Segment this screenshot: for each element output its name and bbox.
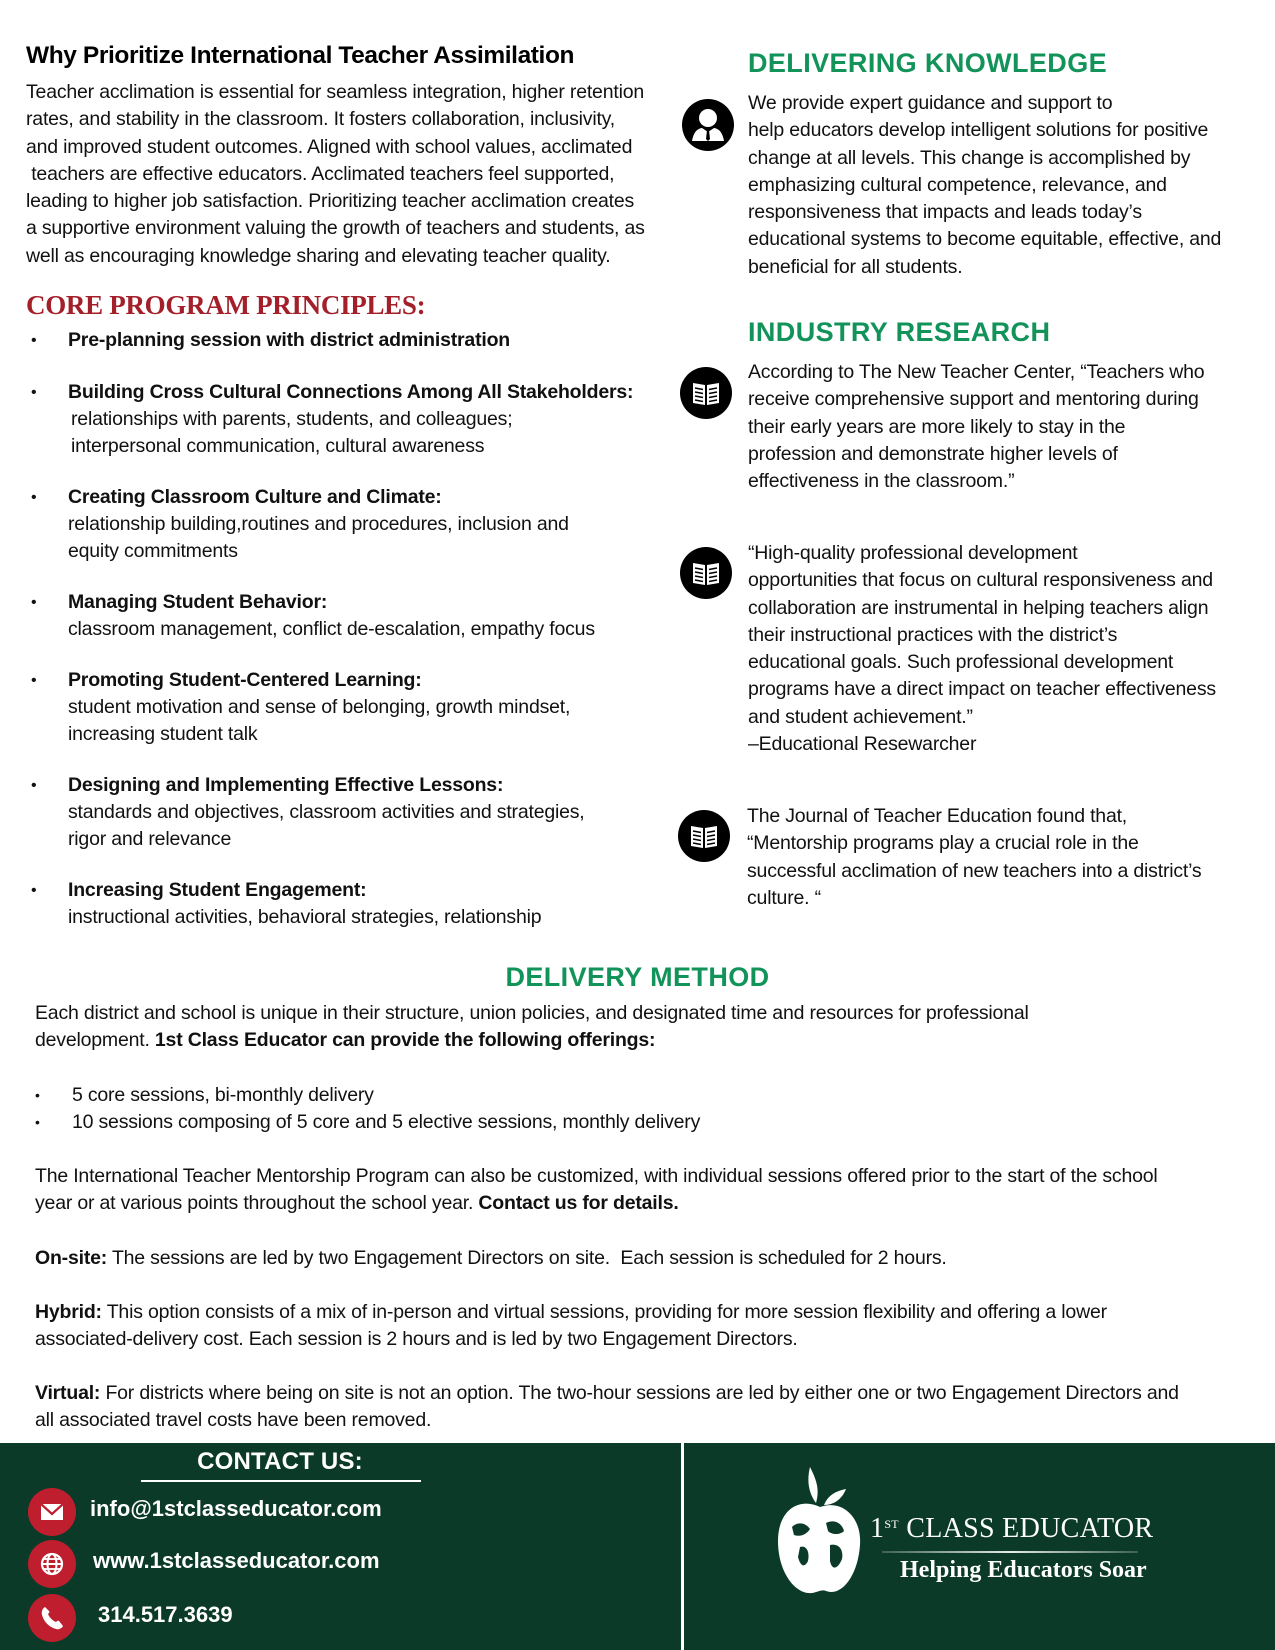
- quote-line: programs have a direct impact on teacher effectiveness: [748, 678, 1216, 701]
- bullet-icon: •: [31, 882, 37, 899]
- quote-line: and student achievement.”: [748, 705, 973, 728]
- core-item-title: Creating Classroom Culture and Climate:: [68, 486, 442, 508]
- quote-attribution: –Educational Resewarcher: [748, 733, 977, 756]
- delivering-line: educational systems to become equitable, effective, and: [748, 228, 1222, 251]
- core-desc-line: interpersonal communication, cultural awareness: [71, 435, 485, 458]
- bullet-icon: •: [31, 332, 37, 349]
- quote-line: “Mentorship programs play a crucial role in the: [747, 832, 1139, 855]
- quote-line: According to The New Teacher Center, “Teachers who: [748, 361, 1205, 383]
- contact-underline: [141, 1480, 421, 1482]
- delivery-intro-bold: 1st Class Educator can provide the following offerings:: [154, 1029, 656, 1052]
- globe-icon: [28, 1540, 76, 1588]
- core-desc-line: instructional activities, behavioral strategies, relationship: [68, 906, 542, 928]
- delivering-paragraph: [748, 90, 1258, 281]
- onsite-label: On-site:: [35, 1247, 108, 1269]
- delivery-method-heading: DELIVERY METHOD: [505, 962, 770, 992]
- logo-wordmark-sup: ST: [884, 1517, 899, 1531]
- open-book-icon: [680, 367, 732, 419]
- core-item-desc: [68, 694, 658, 749]
- offering-item: [35, 1109, 1260, 1136]
- contact-email[interactable]: info@1stclasseducator.com: [90, 1496, 382, 1521]
- quote-line: “High-quality professional development: [748, 542, 1078, 564]
- open-book-icon: [678, 810, 730, 862]
- core-item-title: Promoting Student-Centered Learning:: [68, 669, 422, 691]
- logo-wordmark-text: CLASS EDUCATOR: [898, 1513, 1154, 1544]
- bullet-icon: •: [35, 1087, 40, 1103]
- footer-divider: [681, 1443, 684, 1650]
- contact-details-cta: Contact us for details.: [478, 1192, 679, 1215]
- core-item-desc: [68, 904, 658, 931]
- why-heading: Why Prioritize International Teacher Assimilation: [26, 42, 575, 69]
- offering-text: 10 sessions composing of 5 core and 5 elective sessions, monthly delivery: [72, 1111, 701, 1133]
- hybrid-line: [35, 1299, 1260, 1326]
- virtual-label: Virtual:: [35, 1382, 101, 1404]
- core-desc-line: equity commitments: [68, 540, 238, 563]
- virtual-line: all associated travel costs have been removed.: [35, 1409, 432, 1432]
- quote-line: successful acclimation of new teachers into a district’s: [747, 859, 1202, 882]
- offering-text: 5 core sessions, bi-monthly delivery: [72, 1084, 374, 1106]
- delivering-knowledge-heading: DELIVERING KNOWLEDGE: [748, 48, 1108, 78]
- quote-line: collaboration are instrumental in helping teachers align: [748, 596, 1209, 619]
- delivering-line: emphasizing cultural competence, relevance, and: [748, 173, 1167, 196]
- hybrid-text: This option consists of a mix of in-person and virtual sessions, providing for more session flexibility and offering a lower: [101, 1301, 1107, 1323]
- why-line: well as encouraging knowledge sharing and elevating teacher quality.: [26, 244, 611, 267]
- industry-research-heading: INDUSTRY RESEARCH: [748, 317, 1051, 347]
- core-desc-line: classroom management, conflict de-escalation, empathy focus: [68, 618, 595, 640]
- delivering-line: help educators develop intelligent solutions for positive: [748, 119, 1209, 142]
- core-item-title: Building Cross Cultural Connections Among All Stakeholders:: [68, 381, 634, 403]
- quote-line: opportunities that focus on cultural responsiveness and: [748, 569, 1213, 592]
- bullet-icon: •: [31, 672, 37, 689]
- core-desc-line: standards and objectives, classroom activities and strategies,: [68, 801, 585, 823]
- core-item-title: Designing and Implementing Effective Lessons:: [68, 774, 504, 796]
- core-item-desc: [68, 511, 658, 566]
- virtual-paragraph: [35, 1380, 1260, 1435]
- delivery-intro-line: Each district and school is unique in their structure, union policies, and designated time and resources for professional: [35, 1002, 1029, 1024]
- why-line: teachers are effective educators. Acclimated teachers feel supported,: [26, 162, 615, 185]
- customization-line: The International Teacher Mentorship Program can also be customized, with individual sessions offered prior to the start of the school: [35, 1165, 1158, 1187]
- delivering-line: We provide expert guidance and support to: [748, 92, 1113, 114]
- hybrid-label: Hybrid:: [35, 1301, 102, 1323]
- core-desc-line: relationships with parents, students, and colleagues;: [71, 408, 513, 430]
- delivering-line: responsiveness that impacts and leads today’s: [748, 201, 1142, 224]
- bullet-icon: •: [35, 1114, 40, 1130]
- research-quote-1: [748, 359, 1258, 495]
- logo-wordmark: [870, 1513, 1153, 1545]
- research-quote-2: [748, 540, 1258, 758]
- customization-line: [35, 1190, 1260, 1217]
- core-desc-line: student motivation and sense of belonging, growth mindset,: [68, 696, 571, 718]
- delivering-line: change at all levels. This change is accomplished by: [748, 146, 1191, 169]
- open-book-icon: [680, 547, 732, 599]
- quote-line: receive comprehensive support and mentoring during: [748, 388, 1199, 411]
- apple-globe-icon: [770, 1465, 870, 1615]
- onsite-text: The sessions are led by two Engagement Directors on site. Each session is scheduled for 2 hours.: [107, 1247, 947, 1269]
- quote-line: culture. “: [747, 886, 821, 909]
- core-item-title: Managing Student Behavior:: [68, 591, 328, 613]
- logo-wordmark-number: 1: [870, 1513, 885, 1544]
- customization-text: year or at various points throughout the school year.: [35, 1192, 479, 1215]
- why-line: and improved student outcomes. Aligned with school values, acclimated: [26, 135, 633, 158]
- core-item-title: Pre-planning session with district administration: [68, 329, 511, 351]
- bullet-icon: •: [31, 594, 37, 611]
- core-desc-line: increasing student talk: [68, 723, 258, 746]
- delivery-intro-text: development.: [35, 1029, 155, 1052]
- person-tie-icon: [682, 99, 734, 151]
- company-logo: [770, 1465, 1240, 1630]
- bullet-icon: •: [31, 489, 37, 506]
- delivery-intro-line: [35, 1027, 1260, 1054]
- offering-item: [35, 1082, 1260, 1109]
- hybrid-line: associated-delivery cost. Each session is 2 hours and is led by two Engagement Directors.: [35, 1328, 798, 1351]
- phone-icon: [28, 1594, 76, 1642]
- quote-line: educational goals. Such professional development: [748, 651, 1174, 674]
- core-item-desc: [68, 616, 658, 643]
- delivering-line: beneficial for all students.: [748, 255, 963, 278]
- core-desc-line: relationship building,routines and procedures, inclusion and: [68, 513, 569, 535]
- why-line: Teacher acclimation is essential for seamless integration, higher retention: [26, 81, 644, 103]
- virtual-line: [35, 1380, 1260, 1407]
- customization-paragraph: [35, 1163, 1260, 1218]
- quote-line: The Journal of Teacher Education found that,: [747, 805, 1128, 827]
- core-item-desc: [71, 406, 661, 461]
- contact-website[interactable]: www.1stclasseducator.com: [93, 1548, 380, 1573]
- core-principles-heading: CORE PROGRAM PRINCIPLES:: [26, 290, 426, 320]
- contact-phone[interactable]: 314.517.3639: [98, 1602, 233, 1627]
- logo-tagline: Helping Educators Soar: [900, 1557, 1147, 1583]
- quote-line: their early years are more likely to stay in the: [748, 415, 1126, 438]
- why-line: rates, and stability in the classroom. It fosters collaboration, inclusivity,: [26, 108, 615, 131]
- virtual-text: For districts where being on site is not an option. The two-hour sessions are led by either one or two Engagement Directors and: [100, 1382, 1179, 1404]
- offerings-list: [35, 1082, 1260, 1136]
- why-line: a supportive environment valuing the growth of teachers and students, as: [26, 217, 645, 240]
- contact-us-heading: CONTACT US:: [197, 1448, 363, 1475]
- why-paragraph: [26, 79, 676, 270]
- bullet-icon: •: [31, 777, 37, 794]
- bullet-icon: •: [31, 384, 37, 401]
- delivery-intro: [35, 1000, 1260, 1055]
- quote-line: their instructional practices with the district’s: [748, 623, 1118, 646]
- why-line: leading to higher job satisfaction. Prioritizing teacher acclimation creates: [26, 190, 635, 213]
- core-item-desc: [68, 799, 658, 854]
- core-desc-line: rigor and relevance: [68, 828, 232, 851]
- logo-divider: [882, 1551, 1138, 1553]
- onsite-paragraph: [35, 1245, 1260, 1272]
- quote-line: profession and demonstrate higher levels of: [748, 442, 1118, 465]
- quote-line: effectiveness in the classroom.”: [748, 470, 1015, 493]
- hybrid-paragraph: [35, 1299, 1260, 1354]
- core-item-title: Increasing Student Engagement:: [68, 879, 367, 901]
- email-icon: [28, 1488, 76, 1536]
- research-quote-3: [747, 803, 1257, 912]
